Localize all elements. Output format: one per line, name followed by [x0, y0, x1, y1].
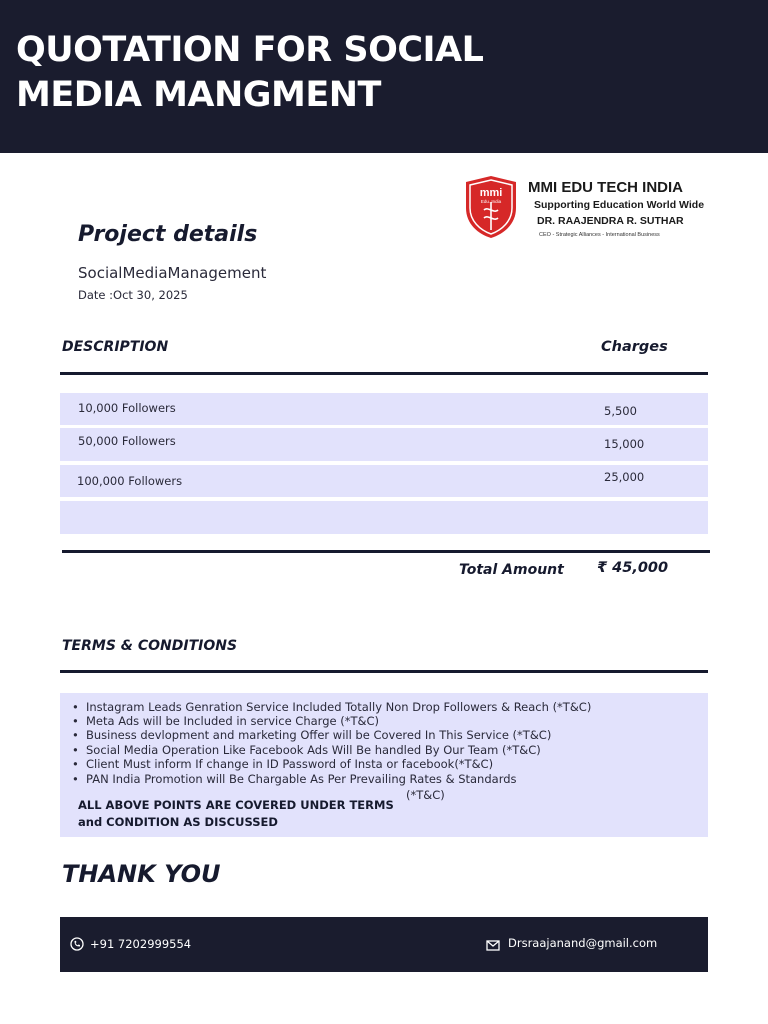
terms-heading: TERMS & CONDITIONS — [62, 638, 238, 654]
table-row — [60, 393, 708, 425]
term-text: Social Media Operation Like Facebook Ads Will Be handled By Our Team (*T&C) — [86, 743, 541, 757]
list-item: • PAN India Promotion will Be Chargable As Per Prevailing Rates & Standards — [72, 772, 517, 786]
row-charge: 25,000 — [604, 470, 645, 484]
project-date: Date :Oct 30, 2025 — [78, 288, 188, 302]
phone-icon — [70, 937, 84, 951]
logo-person: DR. RAAJENDRA R. SUTHAR — [537, 215, 684, 227]
term-tail-text: (*T&C) — [406, 788, 445, 802]
divider — [60, 372, 708, 375]
term-text: Client Must inform If change in ID Password of Insta or facebook(*T&C) — [86, 757, 494, 771]
logo-emblem-subtext: Edu. India — [480, 199, 502, 204]
column-header-description: DESCRIPTION — [62, 339, 169, 355]
shield-emblem-icon — [462, 174, 520, 240]
row-description: 10,000 Followers — [78, 401, 176, 415]
column-header-charges: Charges — [601, 339, 668, 355]
row-charge: 15,000 — [604, 437, 645, 451]
list-item: • Business devlopment and marketing Offer will be Covered In This Service (*T&C) — [72, 728, 552, 742]
term-text: Business devlopment and marketing Offer will be Covered In This Service (*T&C) — [86, 728, 552, 742]
logo-role: CEO - Strategic Alliances - International Business — [539, 232, 660, 238]
terms-note: ALL ABOVE POINTS ARE COVERED UNDER TERMS and CONDITION AS DISCUSSED — [78, 798, 394, 829]
contact-phone[interactable]: +91 7202999554 — [90, 937, 192, 951]
contact-footer — [60, 917, 708, 972]
page-title: QUOTATION FOR SOCIAL MEDIA MANGMENT — [16, 30, 484, 115]
row-description: 100,000 Followers — [77, 474, 183, 488]
project-details-heading: Project details — [78, 222, 258, 247]
mail-icon — [486, 938, 500, 952]
list-item: • Social Media Operation Like Facebook Ads Will Be handled By Our Team (*T&C) — [72, 743, 541, 757]
company-logo — [462, 172, 712, 242]
project-name: SocialMediaManagement — [78, 264, 267, 282]
divider — [62, 550, 710, 553]
total-amount-label: Total Amount — [459, 562, 564, 578]
header-banner — [0, 0, 768, 153]
logo-emblem-text: mmi — [479, 187, 503, 199]
term-text: PAN India Promotion will Be Chargable As Per Prevailing Rates & Standards — [86, 772, 517, 786]
list-item: • Meta Ads will be Included in service Charge (*T&C) — [72, 714, 379, 728]
list-item: • Instagram Leads Genration Service Included Totally Non Drop Followers & Reach (*T&C) — [72, 700, 592, 714]
table-row — [60, 501, 708, 534]
row-charge: 5,500 — [604, 404, 637, 418]
contact-email[interactable]: Drsraajanand@gmail.com — [508, 936, 658, 950]
list-item: • Client Must inform If change in ID Password of Insta or facebook(*T&C) — [72, 757, 494, 771]
total-amount-value: ₹ 45,000 — [597, 560, 669, 576]
table-row — [60, 428, 708, 461]
row-description: 50,000 Followers — [78, 434, 176, 448]
table-row — [60, 465, 708, 497]
term-text: Meta Ads will be Included in service Charge (*T&C) — [86, 714, 379, 728]
thank-you-heading: THANK YOU — [62, 860, 221, 888]
logo-company-name: MMI EDU TECH INDIA — [528, 179, 683, 196]
terms-list — [60, 693, 708, 837]
logo-tagline: Supporting Education World Wide — [534, 199, 705, 211]
term-text: Instagram Leads Genration Service Included Totally Non Drop Followers & Reach (*T&C) — [86, 700, 592, 714]
divider — [60, 670, 708, 673]
